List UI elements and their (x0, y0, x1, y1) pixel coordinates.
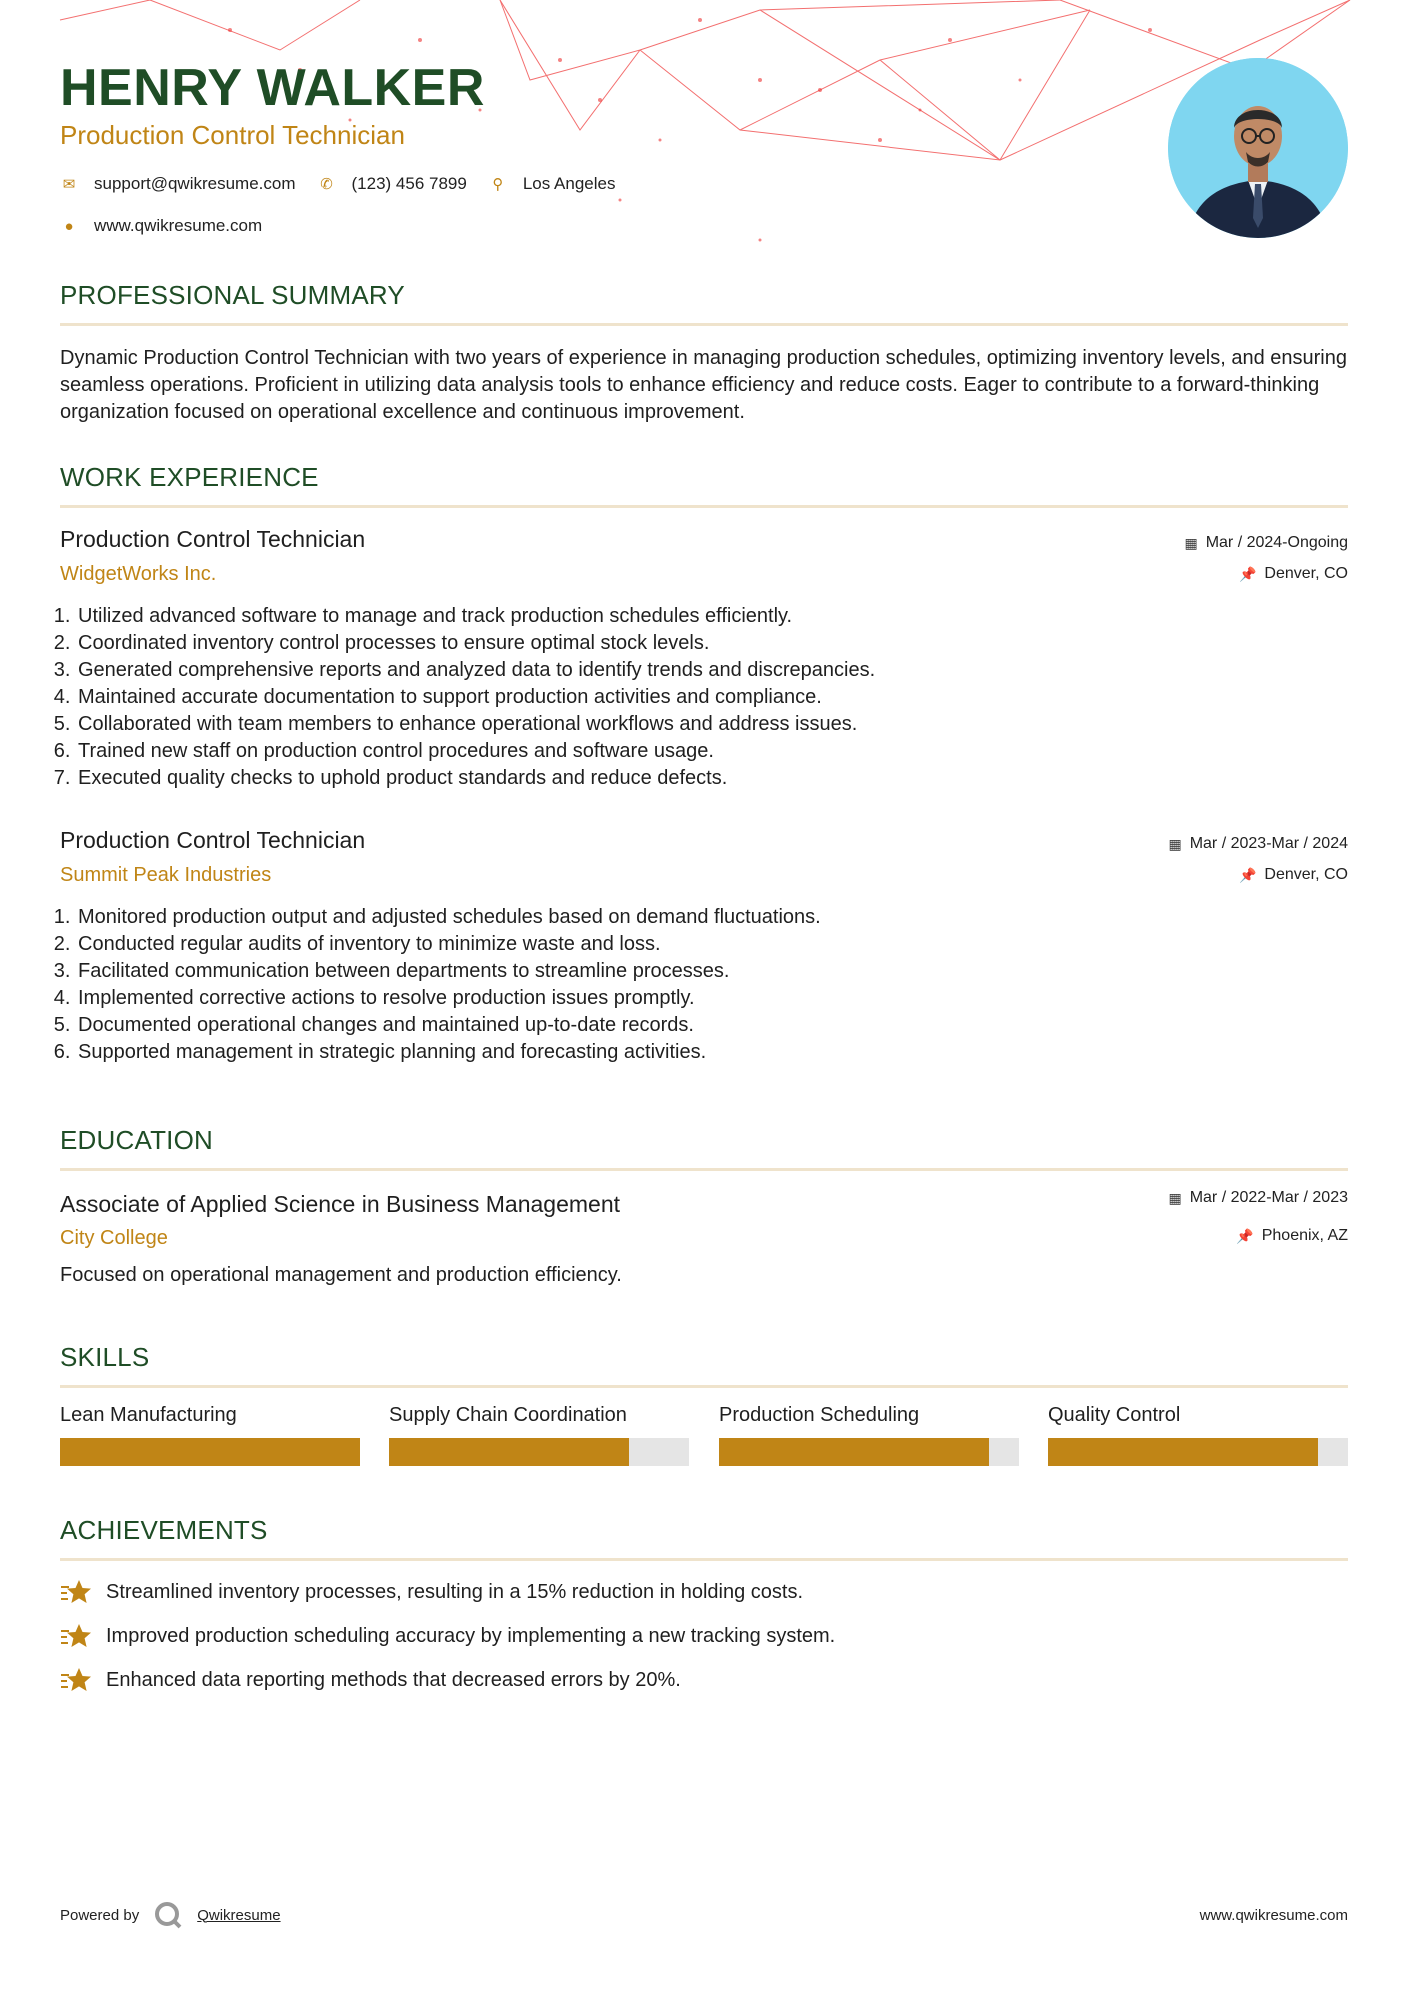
calendar-icon: ▦ (1168, 1189, 1182, 1206)
list-item: 6. Trained new staff on production control procedures and software usage. (76, 738, 875, 765)
skill-bar-fill (60, 1438, 360, 1466)
skill-label: Production Scheduling (719, 1404, 920, 1426)
section-heading-achievements: ACHIEVEMENTS (60, 1515, 1348, 1561)
degree-title: Associate of Applied Science in Business Management (60, 1191, 620, 1217)
contact-row (60, 174, 637, 194)
school-name: City College (60, 1227, 168, 1249)
pushpin-icon: 📌 (1236, 1227, 1254, 1244)
portrait-illustration (1168, 58, 1348, 238)
section-heading-summary: PROFESSIONAL SUMMARY (60, 280, 1348, 326)
avatar (1168, 58, 1348, 238)
skill-item (60, 1404, 360, 1427)
skill-bar-fill (389, 1438, 629, 1466)
job-title: Production Control Technician (60, 827, 366, 853)
calendar-icon: ▦ (1184, 534, 1198, 551)
list-item: 2. Coordinated inventory control processes to ensure optimal stock levels. (76, 630, 875, 657)
contact-row-website (60, 216, 284, 236)
calendar-icon: ▦ (1168, 835, 1182, 852)
section-heading-education: EDUCATION (60, 1125, 1348, 1171)
job-dates: ▦ Mar / 2023-Mar / 2024 (1168, 835, 1348, 852)
qwikresume-logo-icon (153, 1900, 183, 1930)
list-item: 4. Maintained accurate documentation to support production activities and compliance. (76, 684, 875, 711)
summary-text: Dynamic Production Control Technician with two years of experience in managing production schedules, optimizing inventory levels, and ensuring seamless operations. Proficient in utilizing data analysis tools to enhance efficiency and reduce costs. Eager to contribute to a forward-thinking organization focused on operational excellence and continuous improvement. (60, 347, 1347, 423)
skill-bar (1048, 1438, 1348, 1466)
list-item: 1. Monitored production output and adjusted schedules based on demand fluctuations. (76, 904, 821, 931)
candidate-title: Production Control Technician (60, 120, 405, 150)
star-icon (60, 1578, 94, 1606)
contact-website[interactable]: ● www.qwikresume.com (60, 216, 262, 236)
contact-phone[interactable]: ✆ (123) 456 7899 (318, 174, 467, 194)
contact-email[interactable]: ✉ support@qwikresume.com (60, 174, 296, 194)
education-dates: ▦ Mar / 2022-Mar / 2023 (1168, 1189, 1348, 1206)
list-item: 2. Conducted regular audits of inventory to minimize waste and loss. (76, 931, 821, 958)
education-location: 📌 Phoenix, AZ (1236, 1227, 1348, 1244)
skill-bar (719, 1438, 1019, 1466)
section-heading-skills: SKILLS (60, 1342, 1348, 1388)
star-icon (60, 1666, 94, 1694)
candidate-name: HENRY WALKER (60, 59, 485, 117)
job-bullets (54, 603, 875, 792)
achievement-item: Improved production scheduling accuracy by implementing a new tracking system. (60, 1622, 835, 1650)
skill-label: Quality Control (1048, 1404, 1181, 1426)
job-title: Production Control Technician (60, 526, 366, 552)
job-company: Summit Peak Industries (60, 864, 272, 886)
star-icon (60, 1622, 94, 1650)
skill-bar-fill (719, 1438, 989, 1466)
contact-location: ⚲ Los Angeles (489, 174, 616, 194)
footer-powered-by: Powered by Qwikresume (60, 1900, 281, 1930)
skill-item (719, 1404, 1019, 1427)
pushpin-icon: 📌 (1238, 565, 1257, 582)
list-item: 5. Collaborated with team members to enhance operational workflows and address issues. (76, 711, 875, 738)
globe-icon: ● (64, 217, 74, 235)
skill-label: Supply Chain Coordination (389, 1404, 627, 1426)
skill-bar (389, 1438, 689, 1466)
skill-bar (60, 1438, 360, 1466)
list-item: 7. Executed quality checks to uphold product standards and reduce defects. (76, 765, 875, 792)
list-item: 6. Supported management in strategic planning and forecasting activities. (76, 1039, 821, 1066)
achievement-item: Enhanced data reporting methods that decreased errors by 20%. (60, 1666, 681, 1694)
brand-link[interactable]: Qwikresume (197, 1906, 281, 1924)
job-dates: ▦ Mar / 2024-Ongoing (1184, 534, 1348, 551)
skill-label: Lean Manufacturing (60, 1404, 237, 1426)
list-item: 4. Implemented corrective actions to resolve production issues promptly. (76, 985, 821, 1012)
job-location: 📌 Denver, CO (1238, 565, 1348, 582)
education-description: Focused on operational management and production efficiency. (60, 1264, 622, 1286)
section-heading-experience: WORK EXPERIENCE (60, 462, 1348, 508)
list-item: 3. Facilitated communication between departments to streamline processes. (76, 958, 821, 985)
list-item: 1. Utilized advanced software to manage and track production schedules efficiently. (76, 603, 875, 630)
list-item: 3. Generated comprehensive reports and analyzed data to identify trends and discrepancies. (76, 657, 875, 684)
list-item: 5. Documented operational changes and maintained up-to-date records. (76, 1012, 821, 1039)
phone-icon: ✆ (320, 176, 333, 193)
job-bullets (54, 904, 821, 1066)
envelope-icon: ✉ (62, 176, 76, 193)
pushpin-icon: 📌 (1238, 866, 1257, 883)
achievement-item: Streamlined inventory processes, resulting in a 15% reduction in holding costs. (60, 1578, 803, 1606)
footer-website[interactable]: www.qwikresume.com (1199, 1907, 1348, 1924)
job-company: WidgetWorks Inc. (60, 563, 217, 585)
skill-item (1048, 1404, 1348, 1427)
skill-item (389, 1404, 689, 1427)
job-location: 📌 Denver, CO (1238, 866, 1348, 883)
location-pin-icon: ⚲ (492, 176, 504, 193)
skill-bar-fill (1048, 1438, 1318, 1466)
